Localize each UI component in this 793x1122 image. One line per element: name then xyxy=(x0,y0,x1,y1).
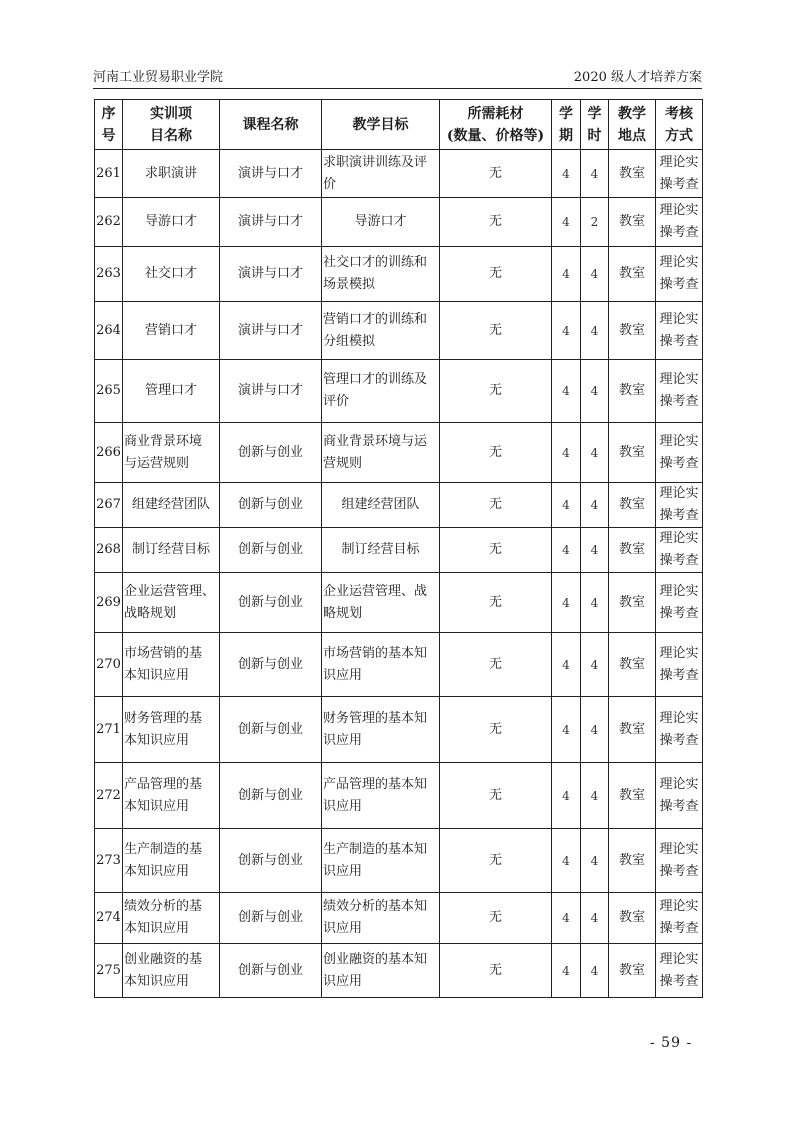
cell-line: 市场营销的基 xyxy=(124,645,203,661)
table-row xyxy=(95,944,703,998)
term: 4 xyxy=(552,247,581,302)
materials: 无 xyxy=(440,944,552,998)
teaching-goal xyxy=(322,944,440,998)
cell-line: 本知识应用 xyxy=(124,973,190,989)
course-name: 创新与创业 xyxy=(220,944,322,998)
cell-line: 本知识应用 xyxy=(124,732,190,748)
cell-line: 理论实 xyxy=(659,583,699,599)
cell-line: 理论实 xyxy=(659,841,699,857)
item-name xyxy=(123,893,220,944)
exam-method xyxy=(656,829,703,893)
cell-line: 营规则 xyxy=(323,455,363,471)
teaching-goal xyxy=(322,573,440,633)
cell-line: 理论实 xyxy=(659,899,699,914)
cell-line: 生产制造的基本知 xyxy=(323,841,428,857)
cell-line: 理论实 xyxy=(659,486,699,501)
cell-line: 操考查 xyxy=(659,508,699,523)
place: 教室 xyxy=(609,944,656,998)
document-title: 2020 级人才培养方案 xyxy=(573,70,702,85)
place: 教室 xyxy=(609,829,656,893)
col-header-goal xyxy=(322,100,440,150)
hours: 4 xyxy=(581,423,609,483)
cell-line: 导游口才 xyxy=(354,214,407,229)
term: 4 xyxy=(552,150,581,198)
cell-line: 操考查 xyxy=(659,732,699,748)
table-row xyxy=(95,697,703,763)
table-row xyxy=(95,763,703,829)
materials: 无 xyxy=(440,573,552,633)
hours: 4 xyxy=(581,829,609,893)
course-name: 演讲与口才 xyxy=(220,360,322,423)
course-name: 创新与创业 xyxy=(220,893,322,944)
cell-line: 课程名称 xyxy=(242,116,299,133)
materials: 无 xyxy=(440,763,552,829)
item-name xyxy=(123,528,220,573)
materials: 无 xyxy=(440,633,552,697)
row-number: 263 xyxy=(95,247,123,302)
cell-line: 企业运营管理、 xyxy=(124,583,216,599)
teaching-goal xyxy=(322,763,440,829)
term: 4 xyxy=(552,893,581,944)
exam-method xyxy=(656,528,703,573)
cell-line: 产品管理的基本知 xyxy=(323,776,428,792)
cell-line: 识应用 xyxy=(323,732,363,748)
exam-method xyxy=(656,360,703,423)
course-name: 创新与创业 xyxy=(220,573,322,633)
cell-line: 操考查 xyxy=(659,798,699,814)
table-row xyxy=(95,423,703,483)
course-name: 演讲与口才 xyxy=(220,302,322,360)
cell-line: 场景模拟 xyxy=(323,277,376,292)
cell-line: 操考查 xyxy=(659,863,699,879)
table-row xyxy=(95,360,703,423)
item-name xyxy=(123,573,220,633)
cell-line: 理论实 xyxy=(659,433,699,449)
cell-line: 理论实 xyxy=(659,255,699,270)
term: 4 xyxy=(552,483,581,528)
cell-line: 本知识应用 xyxy=(124,667,190,683)
table-row xyxy=(95,483,703,528)
hours: 4 xyxy=(581,302,609,360)
cell-line: 教学目标 xyxy=(352,116,409,133)
cell-line: 价 xyxy=(323,176,337,192)
cell-line: 理论实 xyxy=(659,203,699,218)
cell-line: 方式 xyxy=(665,127,693,144)
cell-line: 评价 xyxy=(323,394,350,409)
exam-method xyxy=(656,150,703,198)
place: 教室 xyxy=(609,423,656,483)
teaching-goal xyxy=(322,302,440,360)
course-name: 创新与创业 xyxy=(220,633,322,697)
term: 4 xyxy=(552,360,581,423)
exam-method xyxy=(656,247,703,302)
cell-line: 创业融资的基本知 xyxy=(323,951,428,967)
exam-method xyxy=(656,697,703,763)
term: 4 xyxy=(552,528,581,573)
place: 教室 xyxy=(609,198,656,247)
course-name: 创新与创业 xyxy=(220,528,322,573)
materials: 无 xyxy=(440,528,552,573)
cell-line: 财务管理的基本知 xyxy=(323,710,428,726)
hours: 4 xyxy=(581,893,609,944)
exam-method xyxy=(656,483,703,528)
course-name: 演讲与口才 xyxy=(220,247,322,302)
cell-line: 市场营销的基本知 xyxy=(323,645,428,661)
exam-method xyxy=(656,944,703,998)
teaching-goal xyxy=(322,198,440,247)
course-name: 创新与创业 xyxy=(220,763,322,829)
table-row xyxy=(95,528,703,573)
cell-line: 商业背景环境与运 xyxy=(323,433,428,449)
materials: 无 xyxy=(440,198,552,247)
cell-line: 创业融资的基 xyxy=(124,951,203,967)
cell-line: 组建经营团队 xyxy=(341,497,420,512)
cell-line: 与运营规则 xyxy=(124,455,190,471)
item-name xyxy=(123,697,220,763)
cell-line: 序 xyxy=(101,105,116,122)
item-name xyxy=(123,763,220,829)
cell-line: 略规划 xyxy=(323,605,363,621)
cell-line: 营销口才的训练和 xyxy=(323,311,428,327)
hours: 4 xyxy=(581,247,609,302)
exam-method xyxy=(656,423,703,483)
col-header-term xyxy=(552,100,581,150)
table-row xyxy=(95,633,703,697)
place: 教室 xyxy=(609,150,656,198)
exam-method xyxy=(656,633,703,697)
materials: 无 xyxy=(440,302,552,360)
term: 4 xyxy=(552,944,581,998)
row-number: 273 xyxy=(95,829,123,893)
col-header-materials xyxy=(440,100,552,150)
materials: 无 xyxy=(440,247,552,302)
cell-line: 操考查 xyxy=(659,333,699,349)
item-name xyxy=(123,633,220,697)
item-name xyxy=(123,829,220,893)
hours: 4 xyxy=(581,528,609,573)
cell-line: 商业背景环境 xyxy=(124,433,203,449)
institution-name: 河南工业贸易职业学院 xyxy=(93,70,224,85)
cell-line: 操考查 xyxy=(659,225,699,240)
cell-line: 产品管理的基 xyxy=(124,776,203,792)
cell-line: 导游口才 xyxy=(144,214,197,229)
row-number: 267 xyxy=(95,483,123,528)
cell-line: 操考查 xyxy=(659,553,699,568)
place: 教室 xyxy=(609,360,656,423)
hours: 2 xyxy=(581,198,609,247)
exam-method xyxy=(656,198,703,247)
cell-line: 绩效分析的基 xyxy=(124,899,203,914)
exam-method xyxy=(656,302,703,360)
cell-line: 操考查 xyxy=(659,973,699,989)
cell-line: 操考查 xyxy=(659,667,699,683)
cell-line: 理论实 xyxy=(659,776,699,792)
row-number: 261 xyxy=(95,150,123,198)
cell-line: 时 xyxy=(587,127,602,144)
cell-line: 识应用 xyxy=(323,973,363,989)
teaching-goal xyxy=(322,893,440,944)
teaching-goal xyxy=(322,423,440,483)
cell-line: 操考查 xyxy=(659,394,699,409)
col-header-no xyxy=(95,100,123,150)
row-number: 264 xyxy=(95,302,123,360)
cell-line: 理论实 xyxy=(659,951,699,967)
place: 教室 xyxy=(609,893,656,944)
cell-line: 组建经营团队 xyxy=(131,497,210,512)
course-name: 创新与创业 xyxy=(220,697,322,763)
place: 教室 xyxy=(609,573,656,633)
course-name: 创新与创业 xyxy=(220,829,322,893)
cell-line: 理论实 xyxy=(659,710,699,726)
exam-method xyxy=(656,763,703,829)
cell-line: 求职演讲训练及评 xyxy=(323,154,428,170)
row-number: 268 xyxy=(95,528,123,573)
cell-line: 所需耗材 xyxy=(467,105,524,122)
place: 教室 xyxy=(609,247,656,302)
cell-line: 实训项 xyxy=(150,105,192,122)
cell-line: 绩效分析的基本知 xyxy=(323,899,428,914)
hours: 4 xyxy=(581,150,609,198)
cell-line: 期 xyxy=(559,127,573,144)
cell-line: 地点 xyxy=(618,127,646,144)
teaching-goal xyxy=(322,829,440,893)
item-name xyxy=(123,302,220,360)
cell-line: 本知识应用 xyxy=(124,921,190,936)
course-name: 演讲与口才 xyxy=(220,198,322,247)
cell-line: 分组模拟 xyxy=(323,333,376,349)
place: 教室 xyxy=(609,302,656,360)
term: 4 xyxy=(552,829,581,893)
item-name xyxy=(123,360,220,423)
hours: 4 xyxy=(581,944,609,998)
row-number: 270 xyxy=(95,633,123,697)
cell-line: 考核 xyxy=(665,105,693,122)
cell-line: 操考查 xyxy=(659,455,699,471)
cell-line: 企业运营管理、战 xyxy=(323,583,428,599)
table-row xyxy=(95,198,703,247)
col-header-course xyxy=(220,100,322,150)
col-header-item xyxy=(123,100,220,150)
materials: 无 xyxy=(440,893,552,944)
cell-line: 管理口才的训练及 xyxy=(323,372,428,387)
cell-line: 社交口才的训练和 xyxy=(323,255,428,270)
teaching-goal xyxy=(322,633,440,697)
place: 教室 xyxy=(609,633,656,697)
item-name xyxy=(123,150,220,198)
row-number: 274 xyxy=(95,893,123,944)
header-row xyxy=(95,100,703,150)
materials: 无 xyxy=(440,829,552,893)
cell-line: 操考查 xyxy=(659,277,699,292)
item-name xyxy=(123,944,220,998)
cell-line: 号 xyxy=(101,127,116,144)
place: 教室 xyxy=(609,763,656,829)
cell-line: 操考查 xyxy=(659,176,699,192)
cell-line: 求职演讲 xyxy=(144,165,197,181)
teaching-goal xyxy=(322,360,440,423)
cell-line: 学 xyxy=(559,105,573,122)
cell-line: 识应用 xyxy=(323,863,363,879)
term: 4 xyxy=(552,633,581,697)
place: 教室 xyxy=(609,483,656,528)
cell-line: 财务管理的基 xyxy=(124,710,203,726)
cell-line: 理论实 xyxy=(659,531,699,546)
table-row xyxy=(95,302,703,360)
item-name xyxy=(123,247,220,302)
hours: 4 xyxy=(581,763,609,829)
cell-line: (数量、价格等) xyxy=(446,127,545,144)
course-name: 演讲与口才 xyxy=(220,150,322,198)
cell-line: 识应用 xyxy=(323,798,363,814)
cell-line: 理论实 xyxy=(659,154,699,170)
row-number: 266 xyxy=(95,423,123,483)
materials: 无 xyxy=(440,360,552,423)
table-row xyxy=(95,573,703,633)
item-name xyxy=(123,483,220,528)
hours: 4 xyxy=(581,633,609,697)
row-number: 271 xyxy=(95,697,123,763)
teaching-goal xyxy=(322,247,440,302)
table-row xyxy=(95,893,703,944)
cell-line: 操考查 xyxy=(659,605,699,621)
place: 教室 xyxy=(609,697,656,763)
cell-line: 理论实 xyxy=(659,311,699,327)
term: 4 xyxy=(552,763,581,829)
table-row xyxy=(95,150,703,198)
page-header xyxy=(93,68,702,89)
cell-line: 本知识应用 xyxy=(124,798,190,814)
place: 教室 xyxy=(609,528,656,573)
row-number: 275 xyxy=(95,944,123,998)
item-name xyxy=(123,198,220,247)
teaching-goal xyxy=(322,150,440,198)
col-header-exam xyxy=(656,100,703,150)
col-header-hours xyxy=(581,100,609,150)
teaching-goal xyxy=(322,483,440,528)
page-number: - 59 - xyxy=(650,1035,693,1051)
hours: 4 xyxy=(581,483,609,528)
cell-line: 教学 xyxy=(618,105,646,122)
hours: 4 xyxy=(581,697,609,763)
hours: 4 xyxy=(581,573,609,633)
teaching-goal xyxy=(322,697,440,763)
exam-method xyxy=(656,573,703,633)
term: 4 xyxy=(552,198,581,247)
cell-line: 战略规划 xyxy=(124,605,177,621)
col-header-place xyxy=(609,100,656,150)
cell-line: 制订经营目标 xyxy=(131,542,210,557)
course-name: 创新与创业 xyxy=(220,423,322,483)
cell-line: 学 xyxy=(587,105,602,122)
materials: 无 xyxy=(440,697,552,763)
row-number: 265 xyxy=(95,360,123,423)
cell-line: 营销口才 xyxy=(144,322,197,338)
row-number: 269 xyxy=(95,573,123,633)
row-number: 262 xyxy=(95,198,123,247)
item-name xyxy=(123,423,220,483)
cell-line: 制订经营目标 xyxy=(341,542,420,557)
cell-line: 理论实 xyxy=(659,645,699,661)
cell-line: 目名称 xyxy=(150,127,192,144)
cell-line: 本知识应用 xyxy=(124,863,190,879)
cell-line: 生产制造的基 xyxy=(124,841,203,857)
course-name: 创新与创业 xyxy=(220,483,322,528)
cell-line: 操考查 xyxy=(659,921,699,936)
materials: 无 xyxy=(440,483,552,528)
materials: 无 xyxy=(440,150,552,198)
teaching-goal xyxy=(322,528,440,573)
table-row xyxy=(95,829,703,893)
row-number: 272 xyxy=(95,763,123,829)
cell-line: 理论实 xyxy=(659,372,699,387)
hours: 4 xyxy=(581,360,609,423)
exam-method xyxy=(656,893,703,944)
table-row xyxy=(95,247,703,302)
term: 4 xyxy=(552,302,581,360)
term: 4 xyxy=(552,423,581,483)
training-table xyxy=(94,99,703,998)
materials: 无 xyxy=(440,423,552,483)
cell-line: 社交口才 xyxy=(144,266,197,281)
cell-line: 管理口才 xyxy=(144,383,197,398)
cell-line: 识应用 xyxy=(323,921,363,936)
term: 4 xyxy=(552,697,581,763)
term: 4 xyxy=(552,573,581,633)
cell-line: 识应用 xyxy=(323,667,363,683)
